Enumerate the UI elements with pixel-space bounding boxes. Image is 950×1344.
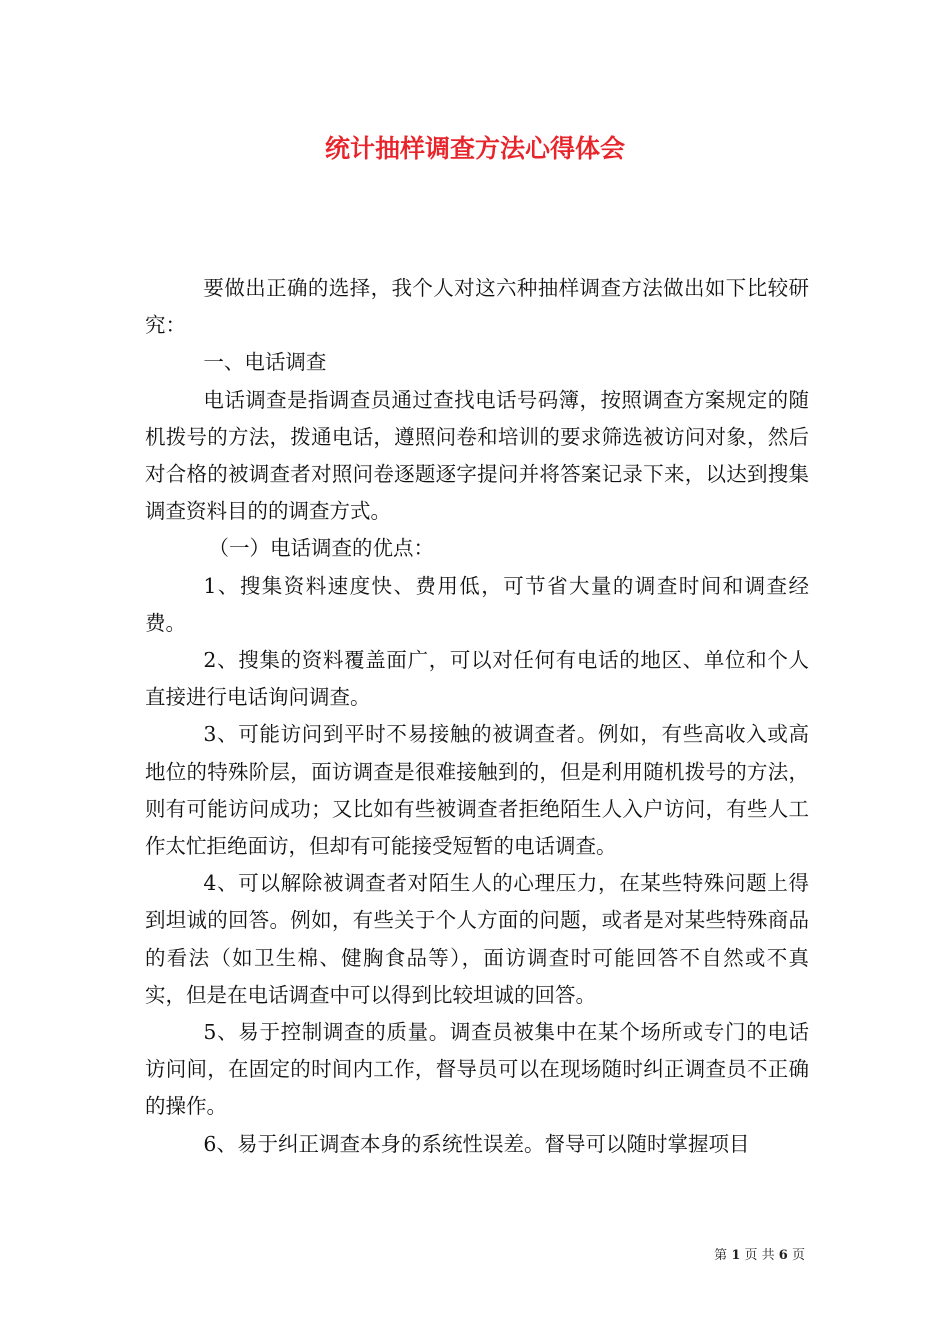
document-title: 统计抽样调查方法心得体会: [324, 134, 625, 163]
list-item: 6、易于纠正调查本身的系统性误差。督导可以随时掌握项目: [203, 1131, 750, 1156]
footer-suffix: 页: [791, 1248, 805, 1263]
footer-prefix: 第: [714, 1248, 728, 1263]
paragraph: 电话调查是指调查员通过查找电话号码簿，按照调查方案规定的随机拨号的方法，拨通电话，遵照问卷和培训的要求筛选被访问对象，然后对合格的被调查者对照问卷逐题逐字提问并将答案记录下来，以达到搜集调查资料目的的调查方式。: [145, 387, 809, 524]
list-item: 2、搜集的资料覆盖面广，可以对任何有电话的地区、单位和个人直接进行电话询问调查。: [145, 648, 809, 710]
total-pages-number: 6: [778, 1248, 788, 1263]
subsection-heading: （一）电话调查的优点：: [208, 536, 435, 561]
section-heading: 一、电话调查: [203, 350, 327, 375]
document-body: [145, 270, 809, 1163]
paragraph: 要做出正确的选择，我个人对这六种抽样调查方法做出如下比较研究：: [145, 276, 809, 338]
footer-middle: 页 共: [744, 1248, 775, 1263]
list-item: 3、可能访问到平时不易接触的被调查者。例如，有些高收入或高地位的特殊阶层，面访调查是很难接触到的，但是利用随机拨号的方法，则有可能访问成功；又比如有些被调查者拒绝陌生人入户访问，有些人工作太忙拒绝面访，但却有可能接受短暂的电话调查。: [145, 722, 809, 859]
list-item: 4、可以解除被调查者对陌生人的心理压力，在某些特殊问题上得到坦诚的回答。例如，有些关于个人方面的问题，或者是对某些特殊商品的看法（如卫生棉、健胸食品等），面访调查时可能回答不自然或不真实，但是在电话调查中可以得到比较坦诚的回答。: [145, 871, 809, 1007]
current-page-number: 1: [731, 1248, 741, 1263]
list-item: 5、易于控制调查的质量。调查员被集中在某个场所或专门的电话访问间，在固定的时间内工作，督导员可以在现场随时纠正调查员不正确的操作。: [145, 1020, 809, 1119]
list-item: 1、搜集资料速度快、费用低，可节省大量的调查时间和调查经费。: [145, 573, 809, 635]
page-footer: [714, 1247, 805, 1265]
